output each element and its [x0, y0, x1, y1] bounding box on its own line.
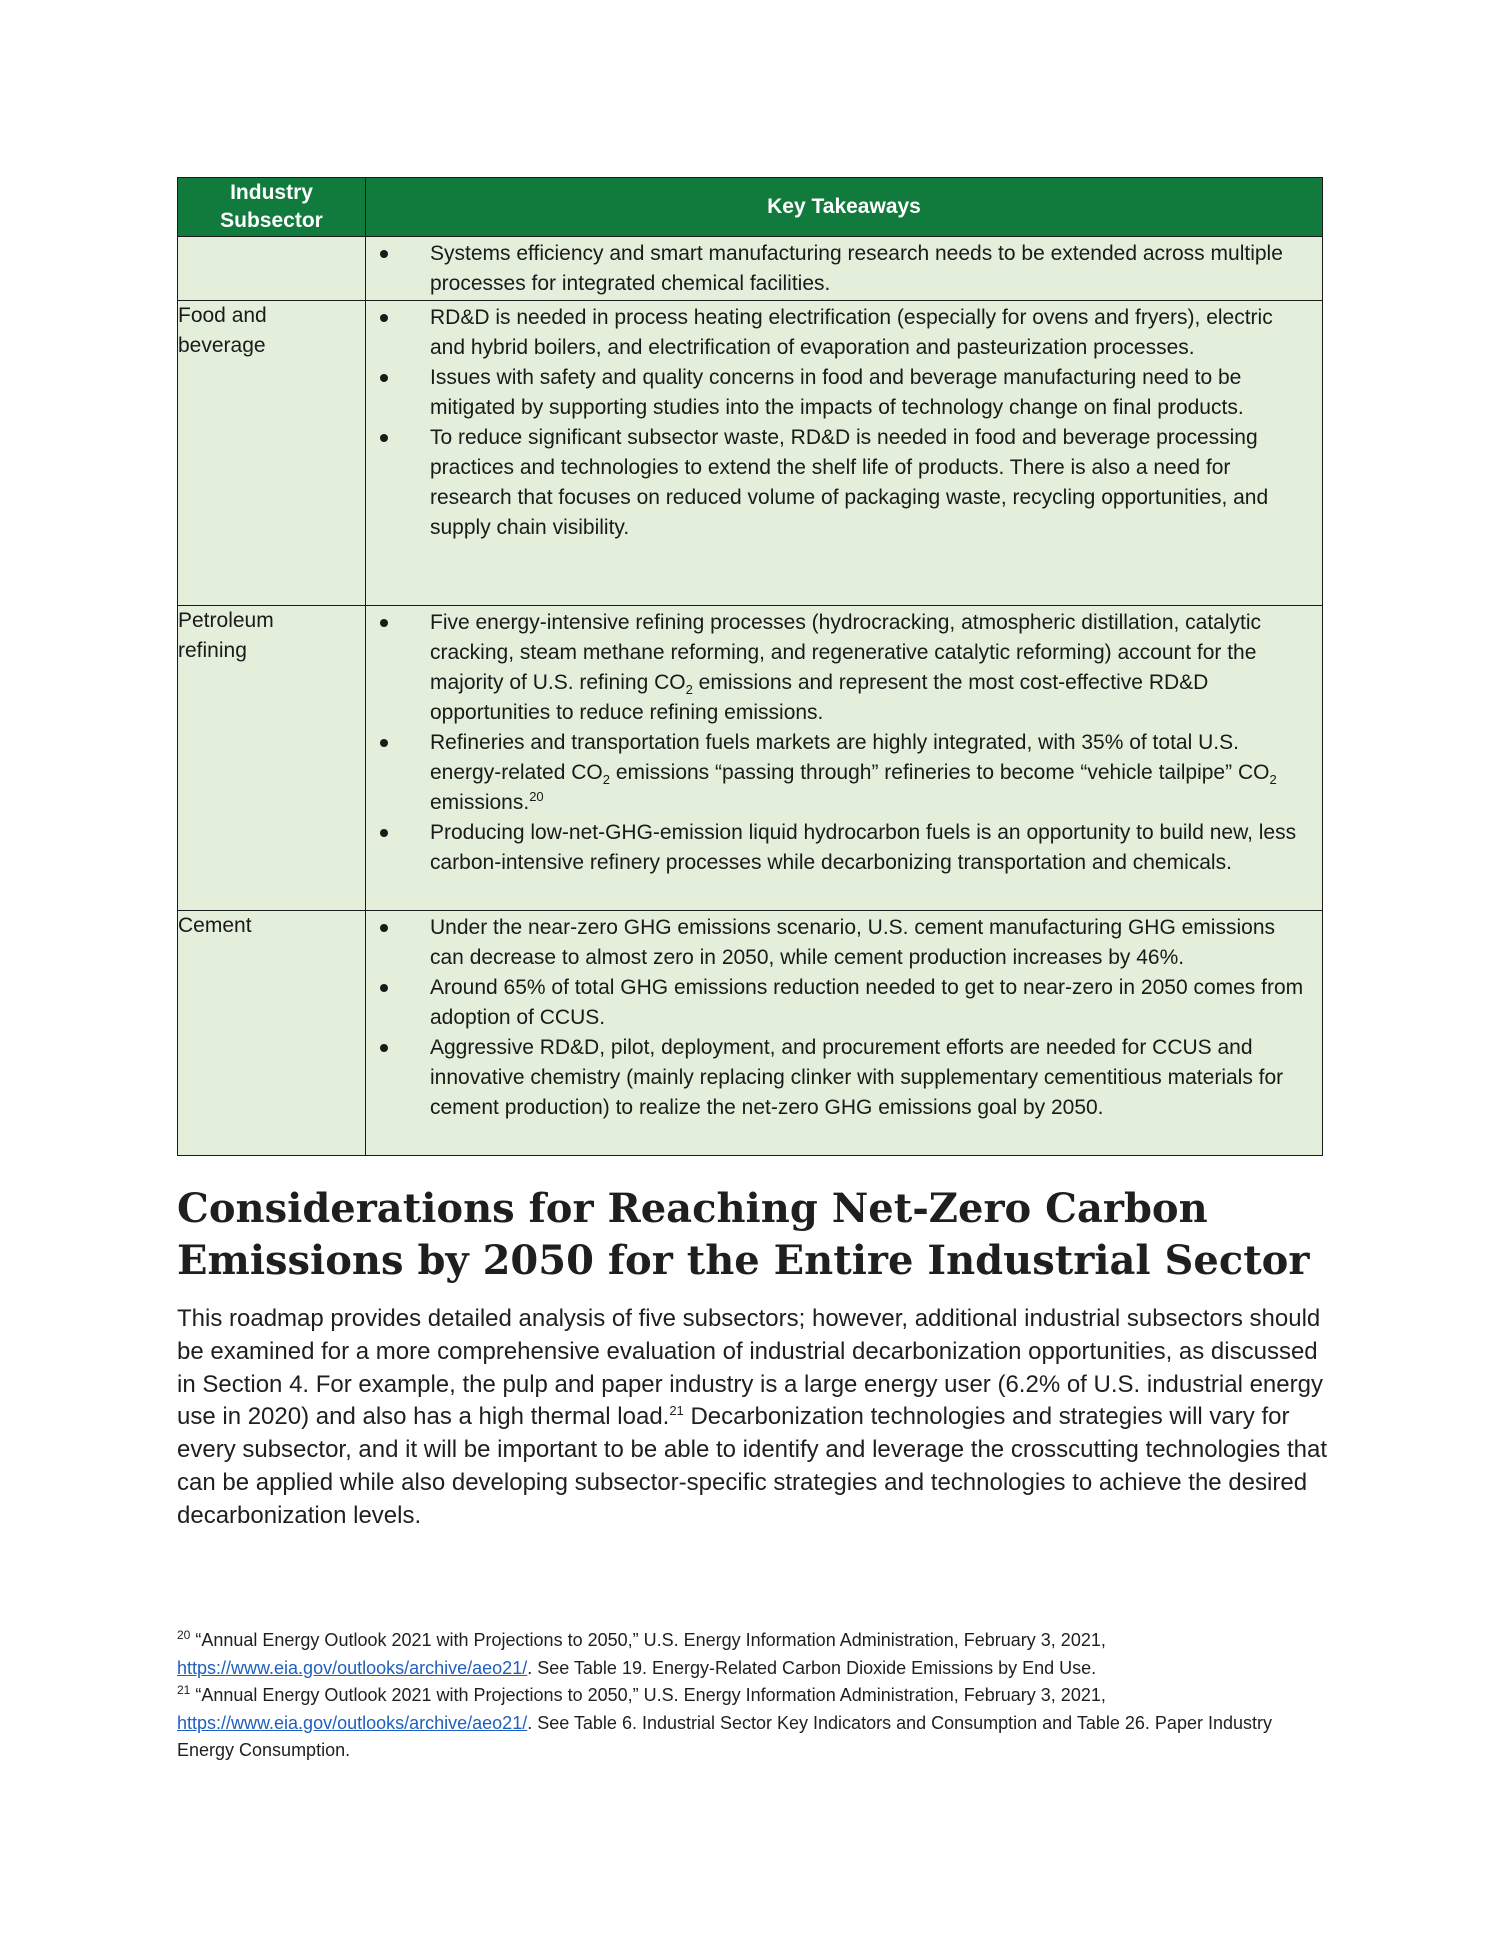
takeaway-bullet: Producing low-net-GHG-emission liquid hydrocarbon fuels is an opportunity to build new, less carbon-intensive refinery processes while decarbonizing transportation and chemicals. [366, 818, 1308, 878]
footnote-21-link[interactable]: https://www.eia.gov/outlooks/archive/aeo21/ [177, 1712, 528, 1733]
subsector-label: Food and beverage [178, 304, 267, 357]
subsector-label: Petroleum refining [178, 609, 274, 662]
footnote-20-link[interactable]: https://www.eia.gov/outlooks/archive/aeo21/ [177, 1657, 528, 1678]
takeaway-bullet: Refineries and transportation fuels markets are highly integrated, with 35% of total U.S. energy-related $CO_2$ emissions “passing through” refineries to become “vehicle tailpipe” $CO_2$ emissions.$^{20}$ [366, 728, 1308, 818]
takeaways-cell [366, 911, 1323, 1156]
subsector-label: Cement [178, 914, 252, 937]
takeaway-bullet: Around 65% of total GHG emissions reduction needed to get to near-zero in 2050 comes from adoption of CCUS. [366, 973, 1308, 1033]
takeaway-bullet: Five energy-intensive refining processes (hydrocracking, atmospheric distillation, catalytic cracking, steam methane reforming, and regenerative catalytic reforming) account for the majority of U.S. refining $CO_2$ emissions and represent the most cost-effective RD&D opportunities to reduce refining emissions. [366, 608, 1308, 728]
subsector-cell [178, 911, 366, 1156]
subsector-cell [178, 606, 366, 911]
takeaway-bullet: To reduce significant subsector waste, RD&D is needed in food and beverage processing practices and technologies to extend the shelf life of products. There is also a need for research that focuses on reduced volume of packaging waste, recycling opportunities, and supply chain visibility. [366, 423, 1308, 543]
takeaways-cell [366, 237, 1323, 301]
subsector-cell [178, 237, 366, 301]
takeaway-bullet: Aggressive RD&D, pilot, deployment, and procurement efforts are needed for CCUS and innovative chemistry (mainly replacing clinker with supplementary cementitious materials for cement production) to realize the net-zero GHG emissions goal by 2050. [366, 1033, 1308, 1123]
table-row-cement [178, 911, 1323, 1156]
header-industry-subsector: Industry Subsector [178, 178, 366, 237]
takeaway-bullet: Systems efficiency and smart manufacturing research needs to be extended across multiple processes for integrated chemical facilities. [366, 239, 1308, 299]
takeaway-bullet: RD&D is needed in process heating electrification (especially for ovens and fryers), electric and hybrid boilers, and electrification of evaporation and pasteurization processes. [366, 303, 1308, 363]
table-row-chemicals [178, 237, 1323, 301]
section-heading: Considerations for Reaching Net-Zero Carbon Emissions by 2050 for the Entire Industrial Sector [177, 1185, 1310, 1284]
table-row-petroleum-refining [178, 606, 1323, 911]
takeaways-cell [366, 301, 1323, 606]
subsector-cell [178, 301, 366, 606]
footnote-20: $^{20}$ “Annual Energy Outlook 2021 with Projections to 2050,” U.S. Energy Information Administration, February 3, 2021, https://www.eia.gov/outlooks/archive/aeo21/. See Table 19. Energy-Related Carbon Dioxide Emissions by End Use. [177, 1628, 1106, 1678]
section-body: This roadmap provides detailed analysis of five subsectors; however, additional industrial subsectors should be examined for a more comprehensive evaluation of industrial decarbonization opportunities, as discussed in Section 4. For example, the pulp and paper industry is a large energy user (6.2% of U.S. industrial energy use in 2020) and also has a high thermal load.$^{21}$ Decarbonization technologies and strategies will vary for every subsector, and it will be important to be able to identify and leverage the crosscutting technologies that can be applied while also developing subsector-specific strategies and technologies to achieve the desired decarbonization levels. [177, 1305, 1328, 1529]
takeaways-cell [366, 606, 1323, 911]
header-key-takeaways: Key Takeaways [366, 178, 1323, 237]
key-takeaways-table [177, 177, 1323, 1156]
table-row-food-and-beverage [178, 301, 1323, 606]
takeaway-bullet: Issues with safety and quality concerns in food and beverage manufacturing need to be mitigated by supporting studies into the impacts of technology change on final products. [366, 363, 1308, 423]
takeaway-bullet: Under the near-zero GHG emissions scenario, U.S. cement manufacturing GHG emissions can decrease to almost zero in 2050, while cement production increases by 46%. [366, 913, 1308, 973]
footnote-ref-21: 21 [669, 1403, 684, 1419]
footnote-ref-20: 20 [529, 789, 544, 804]
table-header-row [178, 178, 1323, 237]
footnotes [177, 1627, 1327, 1765]
footnote-21: $^{21}$ “Annual Energy Outlook 2021 with Projections to 2050,” U.S. Energy Information Administration, February 3, 2021, https://www.eia.gov/outlooks/archive/aeo21/. See Table 6. Industrial Sector Key Indicators and Consumption and Table 26. Paper Industry Energy Consumption. [177, 1683, 1272, 1760]
